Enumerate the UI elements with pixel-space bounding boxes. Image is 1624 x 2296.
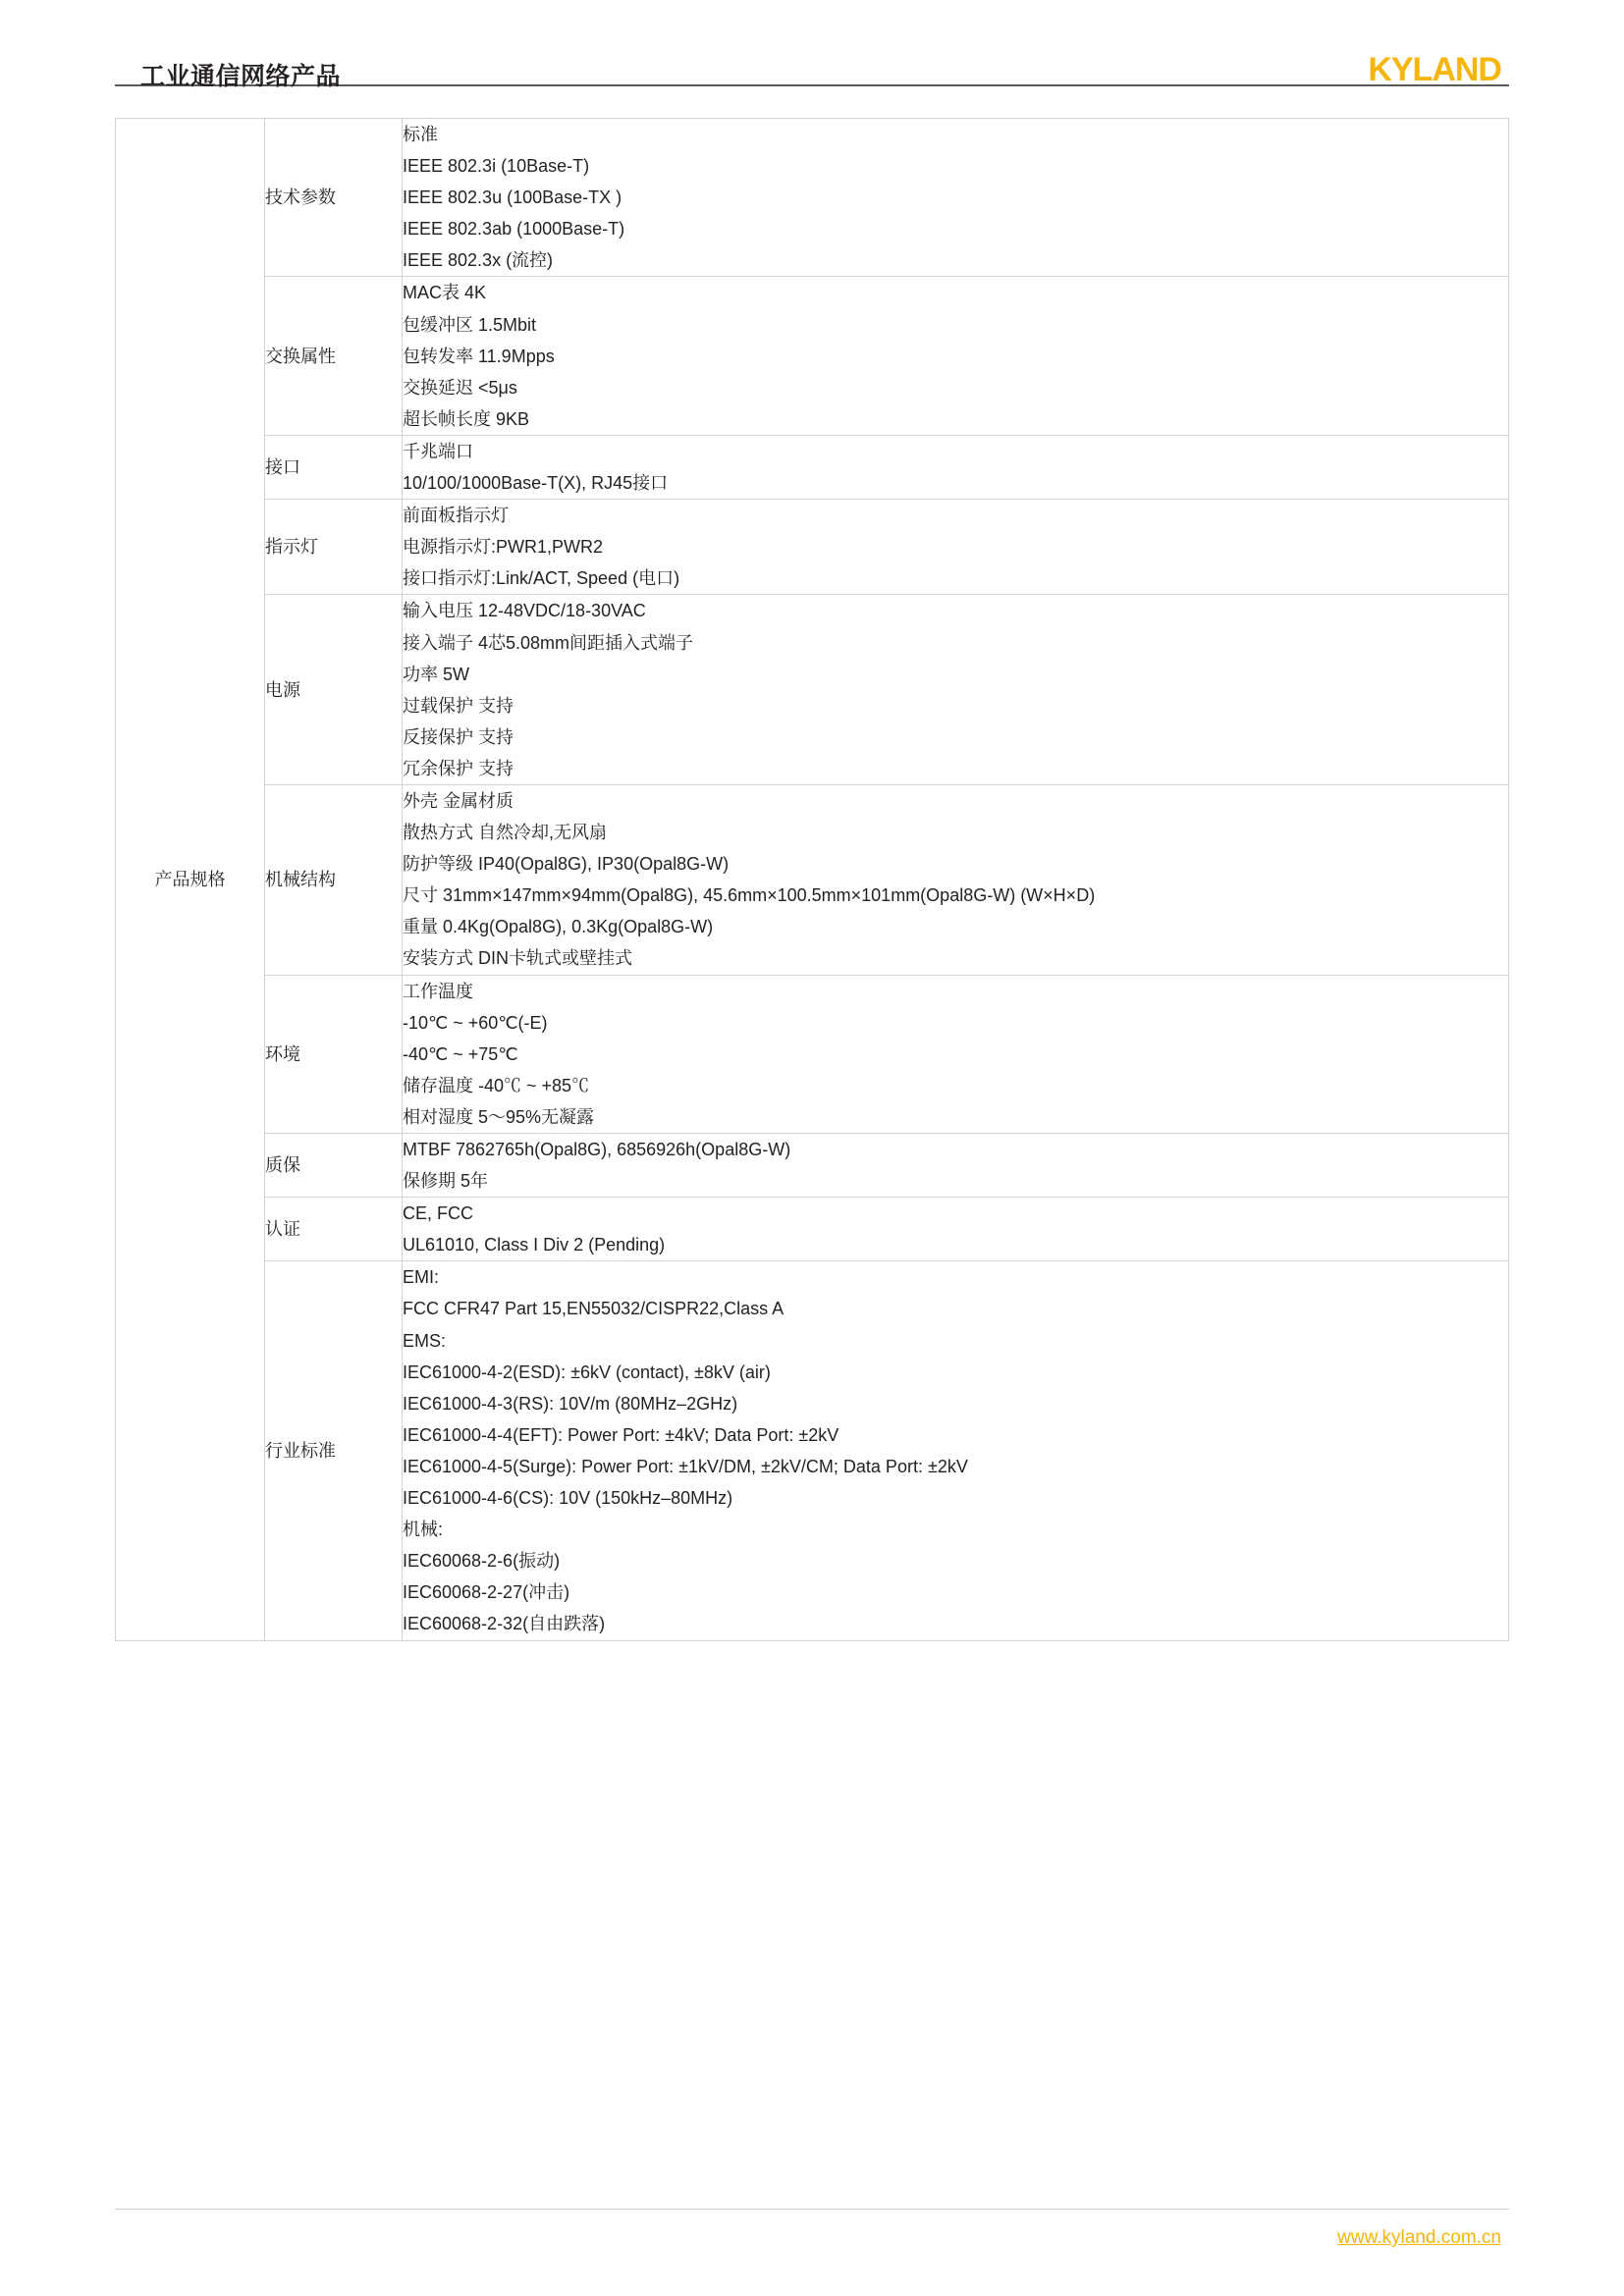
spec-value-line: IEC61000-4-2(ESD): ±6kV (contact), ±8kV (air) [403,1362,771,1382]
spec-row-value [403,435,1509,499]
spec-row-label: 交换属性 [265,277,403,435]
spec-value-line: 重量 0.4Kg(Opal8G), 0.3Kg(Opal8G-W) [403,917,714,937]
spec-row-label: 认证 [265,1198,403,1261]
spec-value-line: 尺寸 31mm×147mm×94mm(Opal8G), 45.6mm×100.5mm×101mm(Opal8G-W) (W×H×D) [403,885,1096,906]
spec-value-line: MTBF 7862765h(Opal8G), 6856926h(Opal8G-W) [403,1140,791,1159]
spec-row-label: 质保 [265,1134,403,1198]
table-row [116,500,1509,595]
page-footer [0,2209,1624,2249]
table-row [116,595,1509,785]
page-header [115,0,1509,90]
spec-value-line: IEC61000-4-4(EFT): Power Port: ±4kV; Data Port: ±2kV [403,1424,839,1445]
spec-row-value [403,1134,1509,1198]
spec-row-value [403,119,1509,277]
spec-value-line: IEEE 802.3x (流控) [403,250,554,271]
spec-value-line: 超长帧长度 9KB [403,408,530,429]
spec-value-line: UL61010, Class I Div 2 (Pending) [403,1235,666,1255]
table-row [116,1134,1509,1198]
spec-row-value [403,500,1509,595]
spec-value-line: 相对湿度 5～95%无凝露 [403,1106,595,1127]
spec-row-label: 接口 [265,435,403,499]
spec-value-line: -10℃ ~ +60℃(-E) [403,1012,548,1033]
spec-value-line: 散热方式 自然冷却,无风扇 [403,823,608,843]
spec-value-line: 防护等级 IP40(Opal8G), IP30(Opal8G-W) [403,854,730,875]
spec-row-value [403,1261,1509,1640]
spec-row-label: 电源 [265,595,403,785]
spec-value-line: 千兆端口 [403,441,473,461]
table-row [116,435,1509,499]
spec-value-line: CE, FCC [403,1203,473,1224]
spec-row-value [403,784,1509,975]
spec-value-line: IEC61000-4-3(RS): 10V/m (80MHz–2GHz) [403,1393,738,1414]
spec-value-line: 电源指示灯:PWR1,PWR2 [403,537,604,558]
spec-value-line: FCC CFR47 Part 15,EN55032/CISPR22,Class A [403,1299,785,1319]
spec-value-line: IEC61000-4-5(Surge): Power Port: ±1kV/DM, ±2kV/CM; Data Port: ±2kV [403,1456,968,1476]
spec-value-line: 交换延迟 <5μs [403,377,517,398]
spec-value-line: IEEE 802.3ab (1000Base-T) [403,219,625,240]
spec-row-value [403,277,1509,435]
table-row [116,975,1509,1133]
spec-value-line: 工作温度 [403,981,473,1001]
spec-row-label: 机械结构 [265,784,403,975]
spec-row-value [403,595,1509,785]
table-row [116,1261,1509,1640]
spec-value-line: 外壳 金属材质 [403,790,514,811]
spec-value-line: IEC60068-2-27(冲击) [403,1582,570,1603]
spec-value-line: 储存温度 -40℃ ~ +85℃ [403,1075,590,1095]
spec-row-value [403,975,1509,1133]
kyland-logo: KYLAND [1368,51,1501,88]
table-row [116,784,1509,975]
spec-row-label: 环境 [265,975,403,1133]
spec-row-label: 技术参数 [265,119,403,277]
spec-value-line: 冗余保护 支持 [403,758,514,778]
spec-value-line: EMI: [403,1267,440,1288]
spec-value-line: 标准 [403,125,438,144]
spec-value-line: 接口指示灯:Link/ACT, Speed (电口) [403,568,680,589]
spec-value-line: 输入电压 12-48VDC/18-30VAC [403,601,646,621]
spec-value-line: IEC61000-4-6(CS): 10V (150kHz–80MHz) [403,1488,733,1509]
table-row [116,277,1509,435]
spec-section-label: 产品规格 [116,119,265,1641]
spec-value-line: 功率 5W [403,664,470,684]
product-spec-table [115,118,1509,1641]
spec-value-line: IEC60068-2-32(自由跌落) [403,1614,606,1634]
spec-value-line: 反接保护 支持 [403,726,514,747]
spec-value-line: 安装方式 DIN卡轨式或壁挂式 [403,948,632,969]
spec-row-label: 行业标准 [265,1261,403,1640]
page-title: 工业通信网络产品 [140,63,342,90]
spec-row-value [403,1198,1509,1261]
spec-value-line: 机械: [403,1520,444,1540]
spec-value-line: IEEE 802.3i (10Base-T) [403,156,590,177]
spec-value-line: 保修期 5年 [403,1171,489,1192]
spec-value-line: 前面板指示灯 [403,506,509,526]
spec-value-line: 10/100/1000Base-T(X), RJ45接口 [403,473,669,494]
footer-website-link[interactable]: www.kyland.com.cn [1337,2227,1501,2248]
spec-value-line: IEC60068-2-6(振动) [403,1551,561,1572]
spec-value-line: 过载保护 支持 [403,695,514,716]
spec-value-line: EMS: [403,1330,447,1351]
table-row [116,1198,1509,1261]
spec-row-label: 指示灯 [265,500,403,595]
spec-value-line: -40℃ ~ +75℃ [403,1043,518,1064]
spec-value-line: MAC表 4K [403,283,487,303]
spec-value-line: 接入端子 4芯5.08mm间距插入式端子 [403,632,694,653]
spec-value-line: 包缓冲区 1.5Mbit [403,314,537,335]
spec-value-line: 包转发率 11.9Mpps [403,346,555,366]
table-row [116,119,1509,277]
spec-value-line: IEEE 802.3u (100Base-TX ) [403,187,623,208]
